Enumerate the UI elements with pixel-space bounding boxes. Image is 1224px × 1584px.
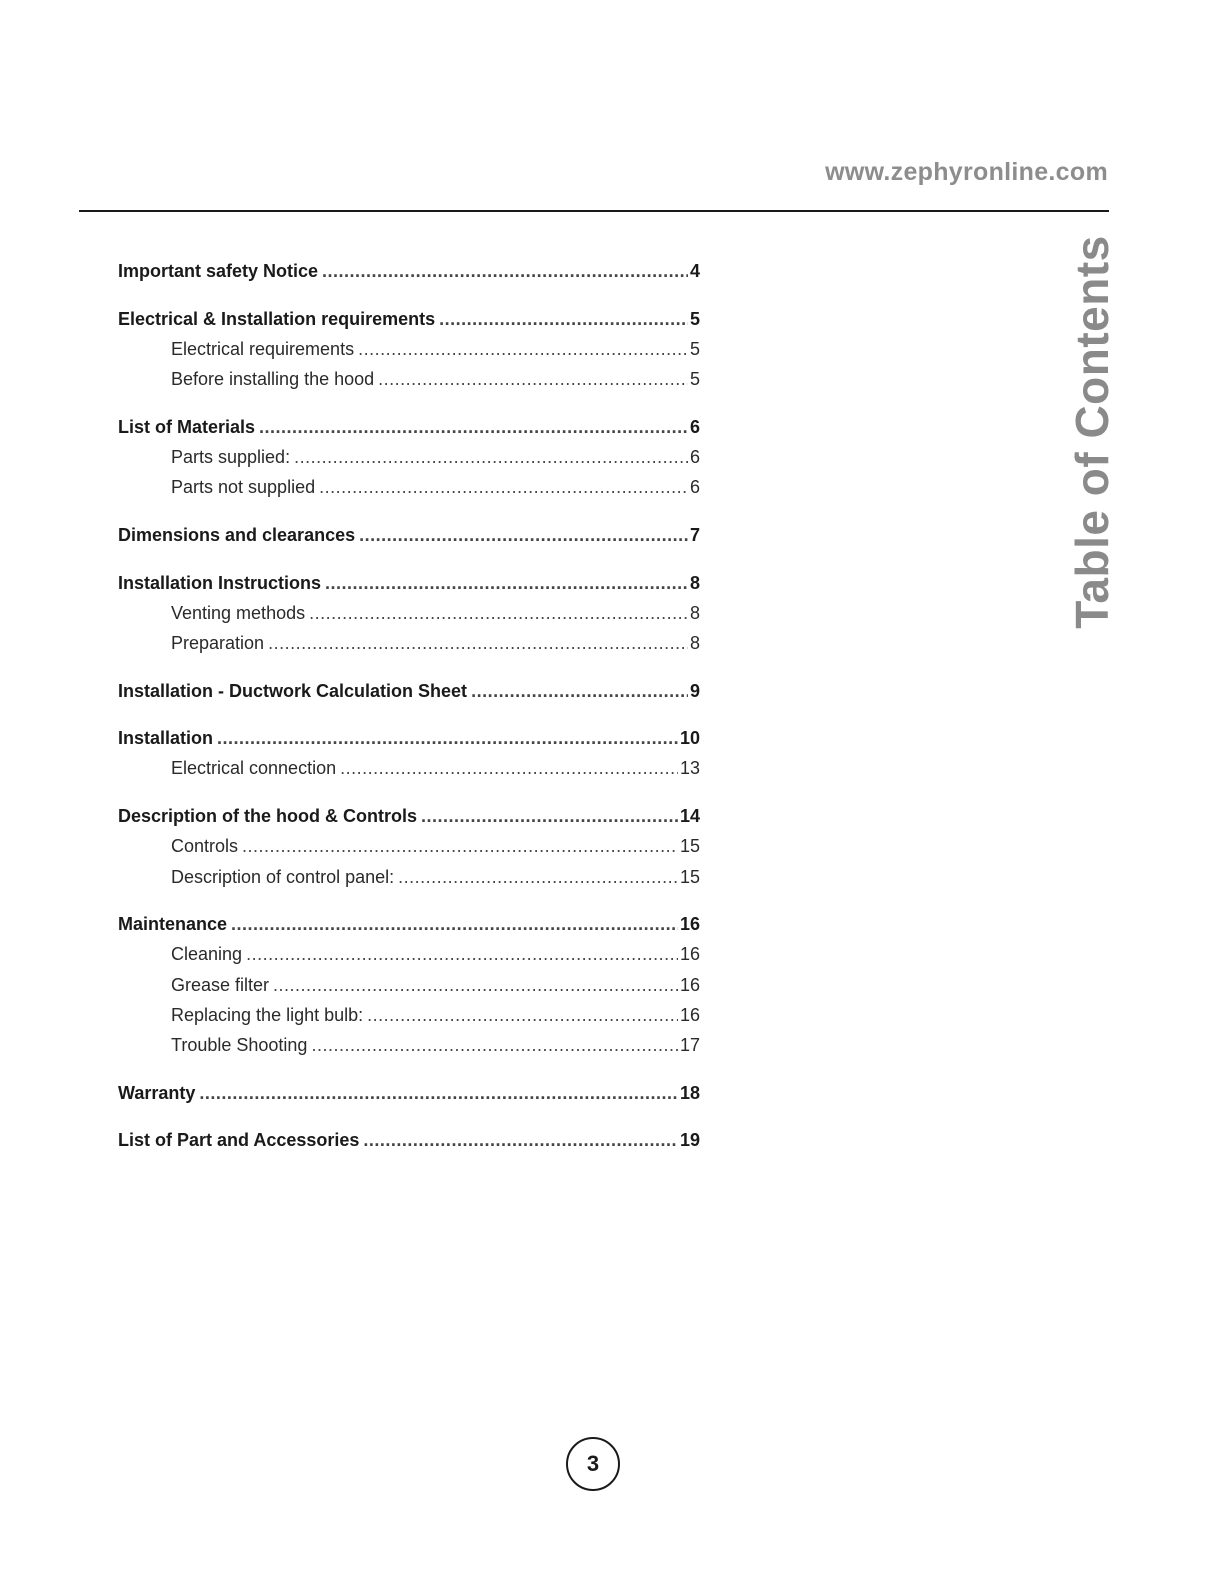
dot-leader	[311, 1030, 678, 1060]
table-of-contents	[118, 256, 700, 1173]
toc-section	[118, 256, 700, 286]
toc-subentry[interactable]	[118, 1030, 700, 1060]
toc-subentry[interactable]	[118, 628, 700, 658]
toc-subentry-page: 8	[689, 632, 700, 653]
toc-subentry-page: 15	[679, 836, 700, 857]
toc-entry[interactable]	[118, 304, 700, 334]
toc-entry-page: 9	[689, 680, 700, 701]
toc-subentry-page: 17	[679, 1034, 700, 1055]
toc-entry[interactable]	[118, 801, 700, 831]
toc-subentry-title: Parts supplied:	[171, 446, 291, 467]
page-number: 3	[566, 1437, 620, 1491]
toc-subentry-title: Electrical requirements	[171, 338, 355, 359]
toc-entry-title: Important safety Notice	[118, 261, 319, 281]
toc-entry-title: Warranty	[118, 1082, 196, 1103]
toc-entry-page: 4	[689, 261, 700, 281]
toc-entry-title: Description of the hood & Controls	[118, 806, 417, 827]
dot-leader	[398, 862, 678, 892]
dot-leader	[246, 939, 678, 969]
toc-subentry-page: 8	[689, 602, 700, 623]
dot-leader	[325, 568, 688, 598]
toc-entry-page: 5	[689, 308, 700, 329]
toc-subentry[interactable]	[118, 862, 700, 892]
toc-entry-title: Dimensions and clearances	[118, 524, 356, 545]
dot-leader	[322, 256, 688, 286]
toc-entry-page: 16	[679, 914, 700, 935]
header-divider	[79, 210, 1109, 212]
toc-subentry[interactable]	[118, 1000, 700, 1030]
website-url: www.zephyronline.com	[825, 158, 1108, 186]
toc-section	[118, 723, 700, 783]
toc-section	[118, 1125, 700, 1155]
toc-subentry[interactable]	[118, 442, 700, 472]
dot-leader	[421, 801, 678, 831]
toc-entry-page: 8	[689, 572, 700, 593]
dot-leader	[340, 753, 678, 783]
toc-entry[interactable]	[118, 412, 700, 442]
dot-leader	[294, 442, 688, 472]
dot-leader	[259, 412, 688, 442]
dot-leader	[367, 1000, 678, 1030]
toc-subentry-title: Grease filter	[171, 974, 270, 995]
dot-leader	[471, 676, 688, 706]
toc-subentry-title: Venting methods	[171, 602, 306, 623]
toc-entry-page: 19	[679, 1130, 700, 1151]
dot-leader	[363, 1125, 678, 1155]
toc-subentry-page: 13	[679, 758, 700, 779]
toc-entry-page: 14	[679, 806, 700, 827]
dot-leader	[358, 334, 688, 364]
toc-subentry-page: 16	[679, 944, 700, 965]
dot-leader	[242, 831, 678, 861]
dot-leader	[309, 598, 688, 628]
toc-section	[118, 304, 700, 395]
toc-subentry[interactable]	[118, 753, 700, 783]
toc-subentry-title: Parts not supplied	[171, 477, 316, 498]
toc-subentry[interactable]	[118, 831, 700, 861]
toc-subentry[interactable]	[118, 334, 700, 364]
dot-leader	[319, 472, 688, 502]
dot-leader	[273, 970, 678, 1000]
toc-subentry-title: Description of control panel:	[171, 866, 395, 887]
toc-subentry-title: Electrical connection	[171, 758, 337, 779]
toc-entry-page: 18	[679, 1082, 700, 1103]
dot-leader	[268, 628, 688, 658]
toc-subentry[interactable]	[118, 970, 700, 1000]
toc-entry-title: Maintenance	[118, 914, 228, 935]
dot-leader	[359, 520, 688, 550]
toc-entry[interactable]	[118, 520, 700, 550]
toc-entry[interactable]	[118, 256, 700, 286]
toc-section	[118, 1078, 700, 1108]
toc-subentry-title: Preparation	[171, 632, 265, 653]
toc-section	[118, 412, 700, 503]
toc-subentry[interactable]	[118, 598, 700, 628]
toc-subentry-page: 16	[679, 1004, 700, 1025]
dot-leader	[231, 909, 678, 939]
toc-entry-title: Electrical & Installation requirements	[118, 308, 436, 329]
toc-subentry-page: 15	[679, 866, 700, 887]
toc-section	[118, 568, 700, 659]
toc-subentry-title: Trouble Shooting	[171, 1034, 308, 1055]
toc-entry-title: Installation - Ductwork Calculation Sheet	[118, 680, 468, 701]
toc-subentry-title: Replacing the light bulb:	[171, 1004, 364, 1025]
toc-subentry-title: Cleaning	[171, 944, 243, 965]
toc-entry-page: 6	[689, 416, 700, 437]
toc-entry[interactable]	[118, 568, 700, 598]
toc-entry[interactable]	[118, 723, 700, 753]
toc-entry[interactable]	[118, 1078, 700, 1108]
toc-entry[interactable]	[118, 676, 700, 706]
toc-subentry-page: 6	[689, 446, 700, 467]
toc-subentry[interactable]	[118, 939, 700, 969]
toc-entry-title: List of Part and Accessories	[118, 1130, 360, 1151]
toc-entry[interactable]	[118, 1125, 700, 1155]
toc-section	[118, 801, 700, 892]
toc-section	[118, 520, 700, 550]
toc-section	[118, 676, 700, 706]
toc-entry-title: Installation	[118, 728, 214, 749]
side-title: Table of Contents	[1066, 235, 1118, 629]
toc-entry-title: List of Materials	[118, 416, 256, 437]
toc-subentry-page: 16	[679, 974, 700, 995]
dot-leader	[378, 364, 688, 394]
dot-leader	[217, 723, 678, 753]
toc-subentry-page: 5	[689, 338, 700, 359]
toc-subentry[interactable]	[118, 472, 700, 502]
toc-entry[interactable]	[118, 909, 700, 939]
toc-entry-page: 7	[689, 524, 700, 545]
toc-subentry-page: 5	[689, 369, 700, 390]
dot-leader	[439, 304, 688, 334]
toc-subentry-title: Controls	[171, 836, 239, 857]
toc-subentry-page: 6	[689, 477, 700, 498]
toc-subentry[interactable]	[118, 364, 700, 394]
toc-section	[118, 909, 700, 1060]
toc-entry-title: Installation Instructions	[118, 572, 322, 593]
toc-subentry-title: Before installing the hood	[171, 369, 375, 390]
dot-leader	[199, 1078, 678, 1108]
toc-entry-page: 10	[679, 728, 700, 749]
